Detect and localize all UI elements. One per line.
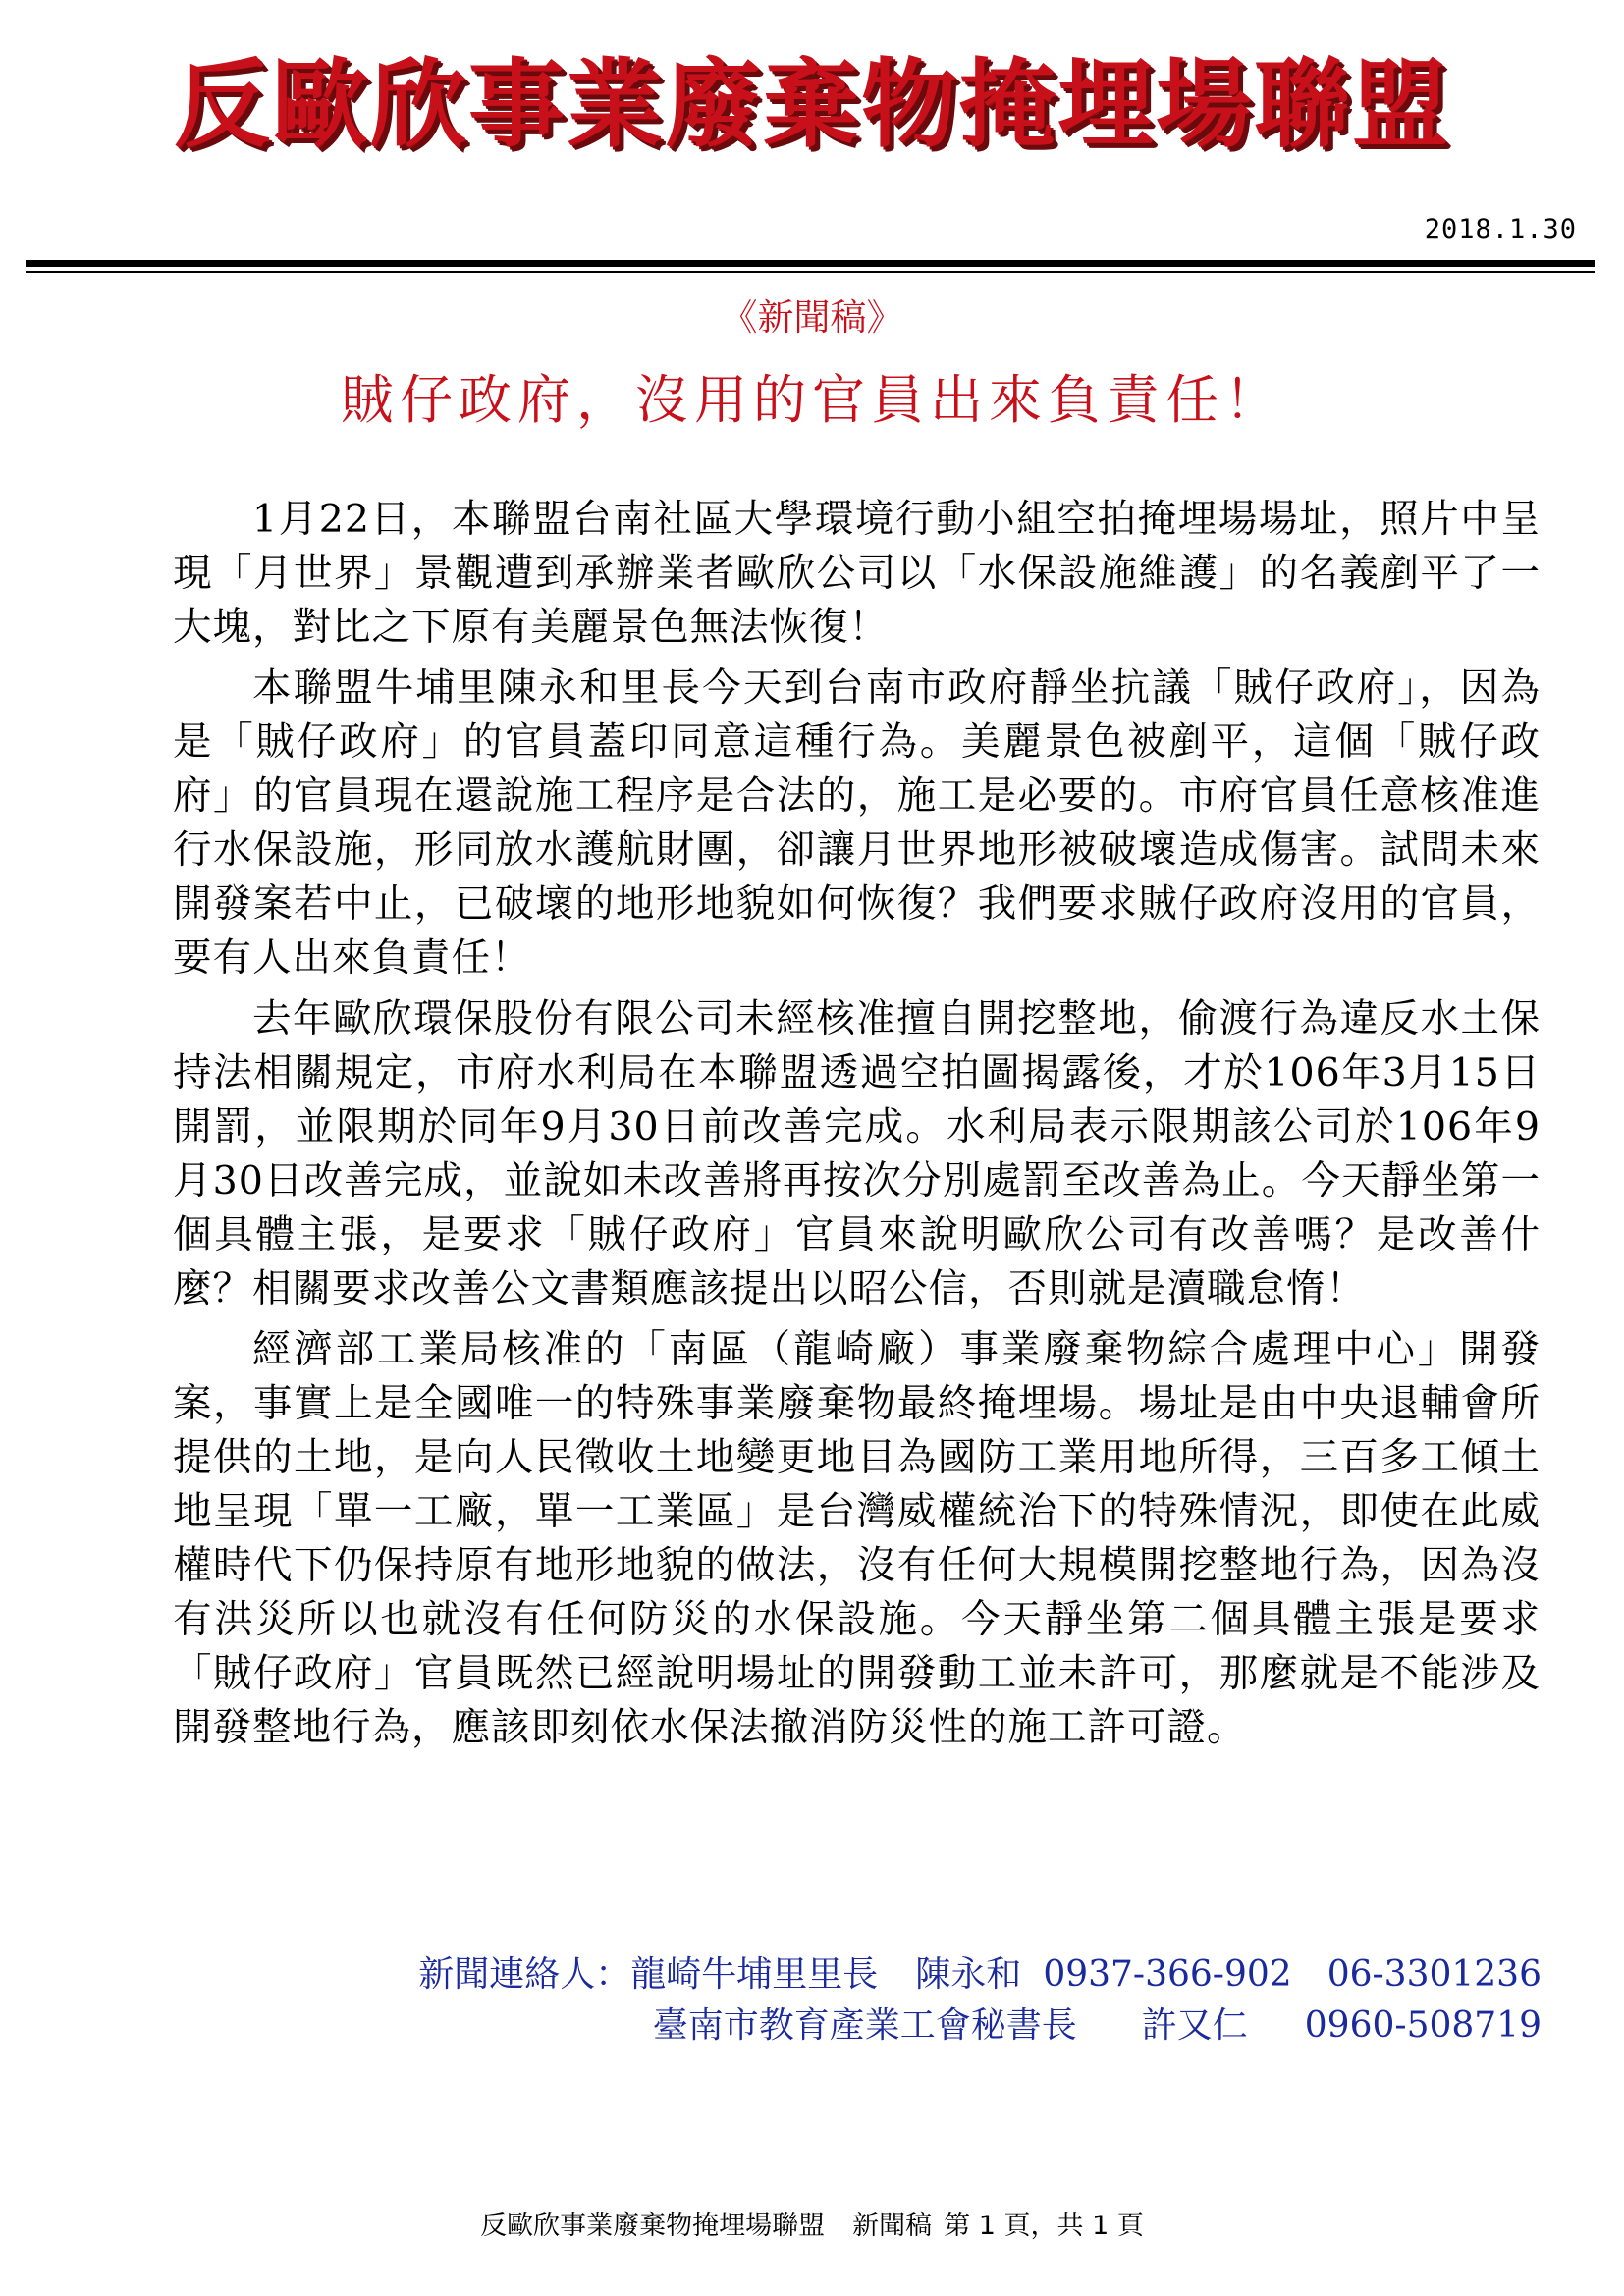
paragraph-4: 經濟部工業局核准的「南區（龍崎廠）事業廢棄物綜合處理中心」開發案，事實上是全國唯一的特殊事業廢棄物最終掩埋場。場址是由中央退輔會所提供的土地，是向人民徵收土地變更地目為國防工業用地所得，三百多工傾土地呈現「單一工廠，單一工業區」是台灣威權統治下的特殊情況，即使在此威權時代下仍保持原有地形地貌的做法，沒有任何大規模開挖整地行為，因為沒有洪災所以也就沒有任何防災的水保設施。今天靜坐第二個具體主張是要求「賊仔政府」官員既然已經說明場址的開發動工並未許可，那麼就是不能涉及開發整地行為，應該即刻依水保法撤消防災性的施工許可證。 <box>173 1327 1541 1750</box>
release-date: 2018.1.30 <box>1424 214 1577 244</box>
header-divider-thick <box>26 260 1595 267</box>
contact-2-name: 許又仁 <box>1141 2005 1248 2046</box>
footer-org: 反歐欣事業廢棄物掩埋場聯盟 <box>480 2211 826 2241</box>
paragraph-1: 1月22日，本聯盟台南社區大學環境行動小組空拍掩埋場場址，照片中呈現「月世界」景觀遭到承辦業者歐欣公司以「水保設施維護」的名義剷平了一大塊，對比之下原有美麗景色無法恢復！ <box>173 497 1541 650</box>
paragraph-3: 去年歐欣環保股份有限公司未經核准擅自開挖整地，偷渡行為違反水土保持法相關規定，市府水利局在本聯盟透過空拍圖揭露後，才於106年3月15日開罰，並限期於同年9月30日前改善完成。水利局表示限期該公司於106年9月30日改善完成，並說如未改善將再按次分別處罰至改善為止。今天靜坐第一個具體主張，是要求「賊仔政府」官員來說明歐欣公司有改善嗎？是改善什麼？相關要求改善公文書類應該提出以昭公信，否則就是瀆職怠惰！ <box>173 996 1541 1311</box>
organization-title: 反歐欣事業廢棄物掩埋場聯盟 <box>173 49 1450 161</box>
header-divider-thin <box>26 271 1595 273</box>
paragraph-2: 本聯盟牛埔里陳永和里長今天到台南市政府靜坐抗議「賊仔政府」，因為是「賊仔政府」的官員蓋印同意這種行為。美麗景色被剷平，這個「賊仔政府」的官員現在還說施工程序是合法的，施工是必要的。市府官員任意核准進行水保設施，形同放水護航財團，卻讓月世界地形被破壞造成傷害。試問未來開發案若中止，已破壞的地形地貌如何恢復？我們要求賊仔政府沒用的官員，要有人出來負責任！ <box>173 666 1541 981</box>
page-number: 第 1 頁，共 1 頁 <box>944 2211 1144 2241</box>
contact-1-name: 陳永和 <box>915 1954 1022 1995</box>
contact-line-1 <box>418 1949 1542 2001</box>
contact-1-role: 新聞連絡人：龍崎牛埔里里長 <box>418 1954 879 1995</box>
contact-line-2 <box>418 2001 1542 2052</box>
footer-label: 新聞稿 <box>852 2211 933 2241</box>
contact-1-phone: 0937-366-902 <box>1043 1954 1292 1995</box>
contact-1-phone-2: 06-3301236 <box>1326 1954 1542 1995</box>
headline: 賊仔政府，沒用的官員出來負責任！ <box>341 369 1283 431</box>
document-type-label: 《新聞稿》 <box>721 296 903 339</box>
page-footer <box>0 2204 1624 2242</box>
contact-2-phone: 0960-508719 <box>1304 2005 1542 2046</box>
article-body <box>173 493 1541 1762</box>
press-contacts <box>418 1949 1542 2052</box>
contact-2-role: 臺南市教育產業工會秘書長 <box>652 2005 1077 2046</box>
